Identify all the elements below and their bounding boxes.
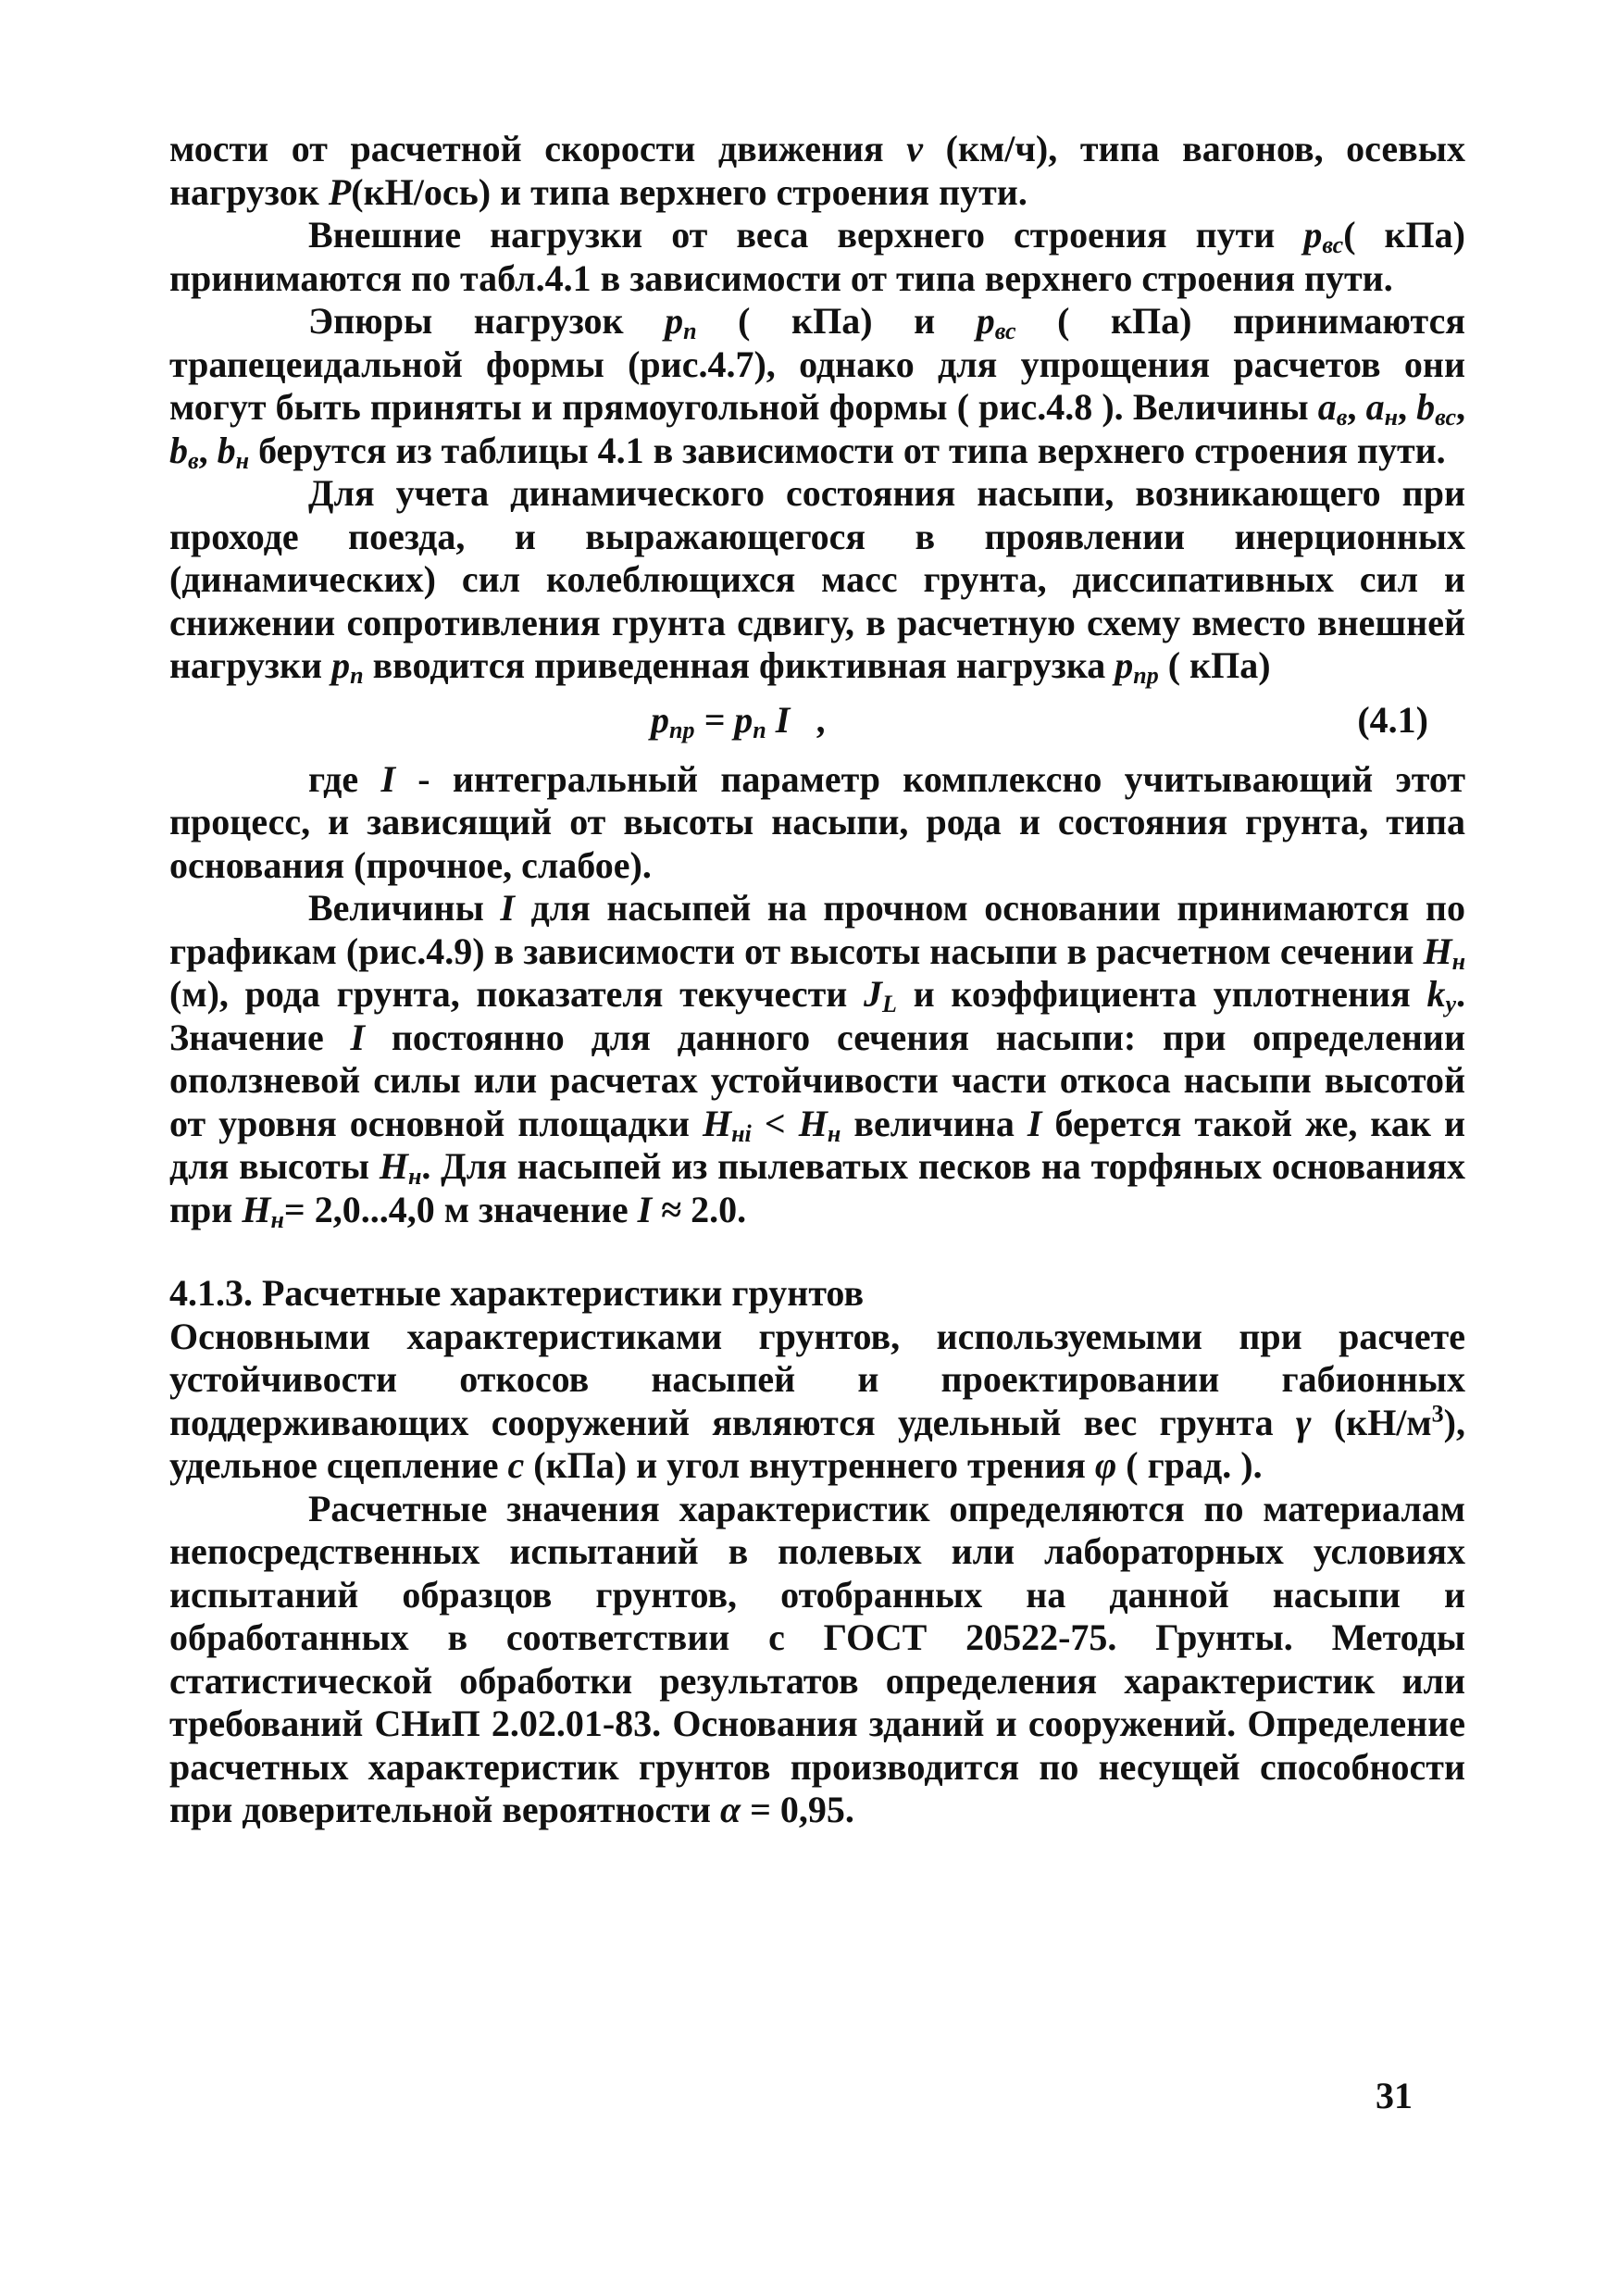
paragraph-4: Для учета динамического состояния насыпи, возникающего при проходе поезда, и выражающегося в проявлении инерционных (динамических) сил колеблющихся масс грунта, диссипативных сил и снижении сопротивления грунта сдвигу, в расчетную схему вместо внешней нагрузки $p_п$ вводится приведенная фиктивная нагрузка $p_{пр}$ ( кПа) [169,472,1465,689]
formula-number: (4.1) [1357,698,1428,741]
paragraph-5: где I - интегральный параметр комплексно учитывающий этот процесс, и зависящий от высоты насыпи, рода и состояния грунта, типа основания (прочное, слабое). [169,757,1465,886]
paragraph-6: Величины I для насыпей на прочном основании принимаются по графикам (рис.4.9) в зависимости от высоты насыпи в расчетном сечении $H_н$ (м), рода грунта, показателя текучести $J_L$ и коэффициента уплотнения $k_y$. Значение I постоянно для данного сечения насыпи: при определении оползневой силы или расчетах устойчивости части откоса насыпи высотой от уровня основной площадки $H_{нi} < H_н$ величина I берется такой же, как и для высоты $H_н$. Для насыпей из пылеватых песков на торфяных основаниях при $H_н= 2,0...4,0$ м значение I ≈ 2.0. [169,887,1466,1233]
paragraph-2: Внешние нагрузки от веса верхнего строения пути $p_{вс}$( кПа) принимаются по табл.4.1 в зависимости от типа верхнего строения пути. [169,214,1465,299]
paragraph-1: мости от расчетной скорости движения v (км/ч), типа вагонов, осевых нагрузок P(кН/ось) и типа верхнего строения пути. [169,128,1466,213]
formula-4-1 [169,693,1465,749]
body-text [169,128,1465,1832]
paragraph-3: Эпюры нагрузок $p_п$ ( кПа) и $p_{вс}$ ( кПа) принимаются трапецеидальной формы (рис.4.7), однако для упрощения расчетов они могут быть приняты и прямоугольной формы ( рис.4.8 ). Величины $a_в$, $a_н$, $b_{вс}$, $b_в$, $b_н$ берутся из таблицы 4.1 в зависимости от типа верхнего строения пути. [169,300,1465,474]
page-number: 31 [1376,2075,1413,2116]
paragraph-7: Основными характеристиками грунтов, используемыми при расчете устойчивости откосов насыпей и проектировании габионных поддерживающих сооружений являются удельный вес грунта γ $(кН/м^3)$, удельное сцепление c (кПа) и угол внутреннего трения φ ( град. ). [169,1315,1465,1486]
paragraph-8: Расчетные значения характеристик определяются по материалам непосредственных испытаний в полевых или лабораторных условиях испытаний образцов грунтов, отобранных на данной насыпи и обработанных в соответствии с ГОСТ 20522-75. Грунты. Методы статистической обработки результатов определения характеристик или требований СНиП 2.02.01-83. Основания зданий и сооружений. Определение расчетных характеристик грунтов производится по несущей способности при доверительной вероятности α = 0,95. [169,1487,1465,1830]
section-heading: 4.1.3. Расчетные характеристики грунтов [169,1272,865,1314]
formula-expression: $p_{пр} = p_п$ I , [651,698,828,743]
